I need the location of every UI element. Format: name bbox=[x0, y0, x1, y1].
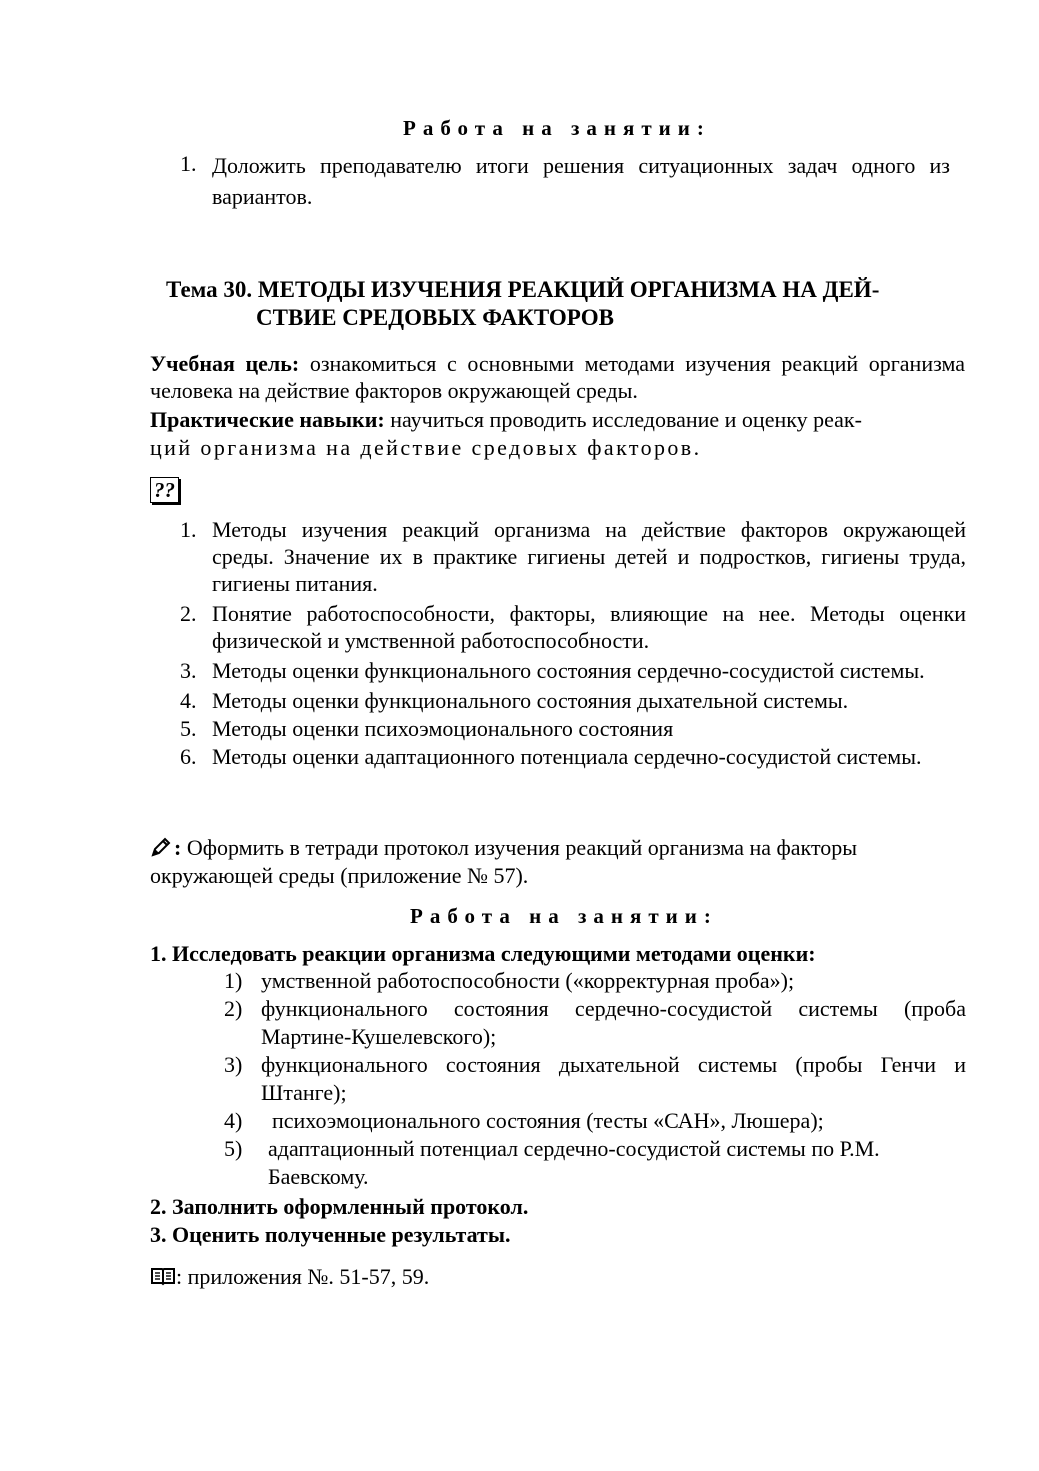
list-item-number: 3. bbox=[180, 658, 197, 683]
work-list-1 bbox=[180, 150, 950, 212]
list-item-text: Методы оценки функционального состояния сердечно-сосудистой системы. bbox=[212, 658, 925, 683]
references-text: : приложения №. 51-57, 59. bbox=[176, 1264, 430, 1289]
list-item bbox=[180, 657, 966, 684]
list-item-text: функционального состояния сердечно-сосудистой системы (проба Мартине-Кушелевского); bbox=[261, 996, 966, 1049]
list-item-text: Методы изучения реакций организма на действие факторов окружающей среды. Значение их в практике гигиены детей и подростков, гигиены труда, гигиены питания. bbox=[212, 517, 966, 596]
list-item bbox=[180, 600, 966, 654]
list-item-text: умственной работоспособности («корректурная проба»); bbox=[261, 968, 795, 993]
list-item-number: 5. bbox=[180, 716, 197, 741]
practical-skills bbox=[150, 406, 965, 434]
list-item bbox=[180, 150, 950, 212]
practical-skills-text-1: научиться проводить исследование и оценку реак- bbox=[384, 407, 862, 432]
list-item-text: Доложить преподавателю итоги решения ситуационных задач одного из вариантов. bbox=[212, 153, 950, 209]
protocol-text-2: окружающей среды (приложение № 57). bbox=[150, 863, 529, 888]
study-goal-text: ознакомиться с основными методами изучения реакций организма человека на действие факторов окружающей среды. bbox=[150, 351, 966, 403]
list-item-number: 1) bbox=[224, 968, 243, 993]
list-item bbox=[180, 516, 966, 597]
list-item-text: Методы оценки психоэмоционального состояния bbox=[212, 716, 674, 741]
list-item-text: Понятие работоспособности, факторы, влияющие на нее. Методы оценки физической и умственной работоспособности. bbox=[212, 601, 966, 653]
work-heading-2: Работа на занятии: bbox=[410, 904, 718, 928]
list-item bbox=[224, 967, 966, 995]
list-item-text: адаптационный потенциал сердечно-сосудистой системы по Р.М. Баевскому. bbox=[268, 1136, 880, 1189]
list-item bbox=[224, 1051, 966, 1107]
list-item-number: 1. bbox=[180, 151, 197, 176]
methods-list bbox=[224, 967, 966, 1191]
list-item-text: Методы оценки адаптационного потенциала сердечно-сосудистой системы. bbox=[212, 744, 922, 769]
list-item bbox=[180, 743, 966, 770]
task-1: 1. Исследовать реакции организма следующими методами оценки: bbox=[150, 941, 816, 966]
list-item-text: функционального состояния дыхательной системы (пробы Генчи и Штанге); bbox=[261, 1052, 966, 1105]
work-heading-1: Работа на занятии: bbox=[403, 116, 711, 140]
topic-title-line-2: СТВИЕ СРЕДОВЫХ ФАКТОРОВ bbox=[256, 305, 614, 330]
references bbox=[150, 1263, 429, 1294]
list-item-number: 6. bbox=[180, 744, 197, 769]
task-2: 2. Заполнить оформленный протокол. bbox=[150, 1194, 529, 1219]
list-item-text: психоэмоционального состояния (тесты «САН», Люшера); bbox=[272, 1108, 824, 1133]
question-marks-icon: ?? bbox=[150, 476, 179, 504]
questions-list bbox=[180, 516, 966, 770]
study-goal-label: Учебная цель: bbox=[150, 351, 300, 376]
practical-skills-text-2: ций организма на действие средовых факторов. bbox=[150, 435, 702, 460]
list-item bbox=[224, 995, 966, 1051]
list-item-number: 5) bbox=[224, 1136, 243, 1161]
list-item bbox=[224, 1107, 966, 1135]
list-item-text: Методы оценки функционального состояния дыхательной системы. bbox=[212, 688, 849, 713]
study-goal bbox=[150, 350, 965, 404]
task-3: 3. Оценить полученные результаты. bbox=[150, 1222, 511, 1247]
pencil-icon bbox=[150, 836, 172, 865]
list-item-number: 4) bbox=[224, 1108, 243, 1133]
book-icon bbox=[150, 1265, 176, 1294]
list-item-number: 4. bbox=[180, 688, 197, 713]
protocol-task: : Оформить в тетради протокол изучения реакций организма на факторы bbox=[150, 834, 857, 865]
list-item bbox=[224, 1135, 966, 1191]
protocol-text-1 bbox=[150, 834, 151, 835]
list-item bbox=[180, 687, 966, 714]
protocol-text-1-visible: Оформить в тетради протокол изучения реакций организма на факторы bbox=[181, 835, 858, 860]
list-item-number: 2) bbox=[224, 996, 243, 1021]
list-item-number: 2. bbox=[180, 601, 197, 626]
topic-title-line-1: Тема 30. МЕТОДЫ ИЗУЧЕНИЯ РЕАКЦИЙ ОРГАНИЗМА НА ДЕЙ- bbox=[166, 277, 880, 302]
practical-skills-label: Практические навыки: bbox=[150, 407, 385, 432]
list-item bbox=[180, 715, 966, 742]
list-item-number: 1. bbox=[180, 517, 197, 542]
list-item-number: 3) bbox=[224, 1052, 243, 1077]
